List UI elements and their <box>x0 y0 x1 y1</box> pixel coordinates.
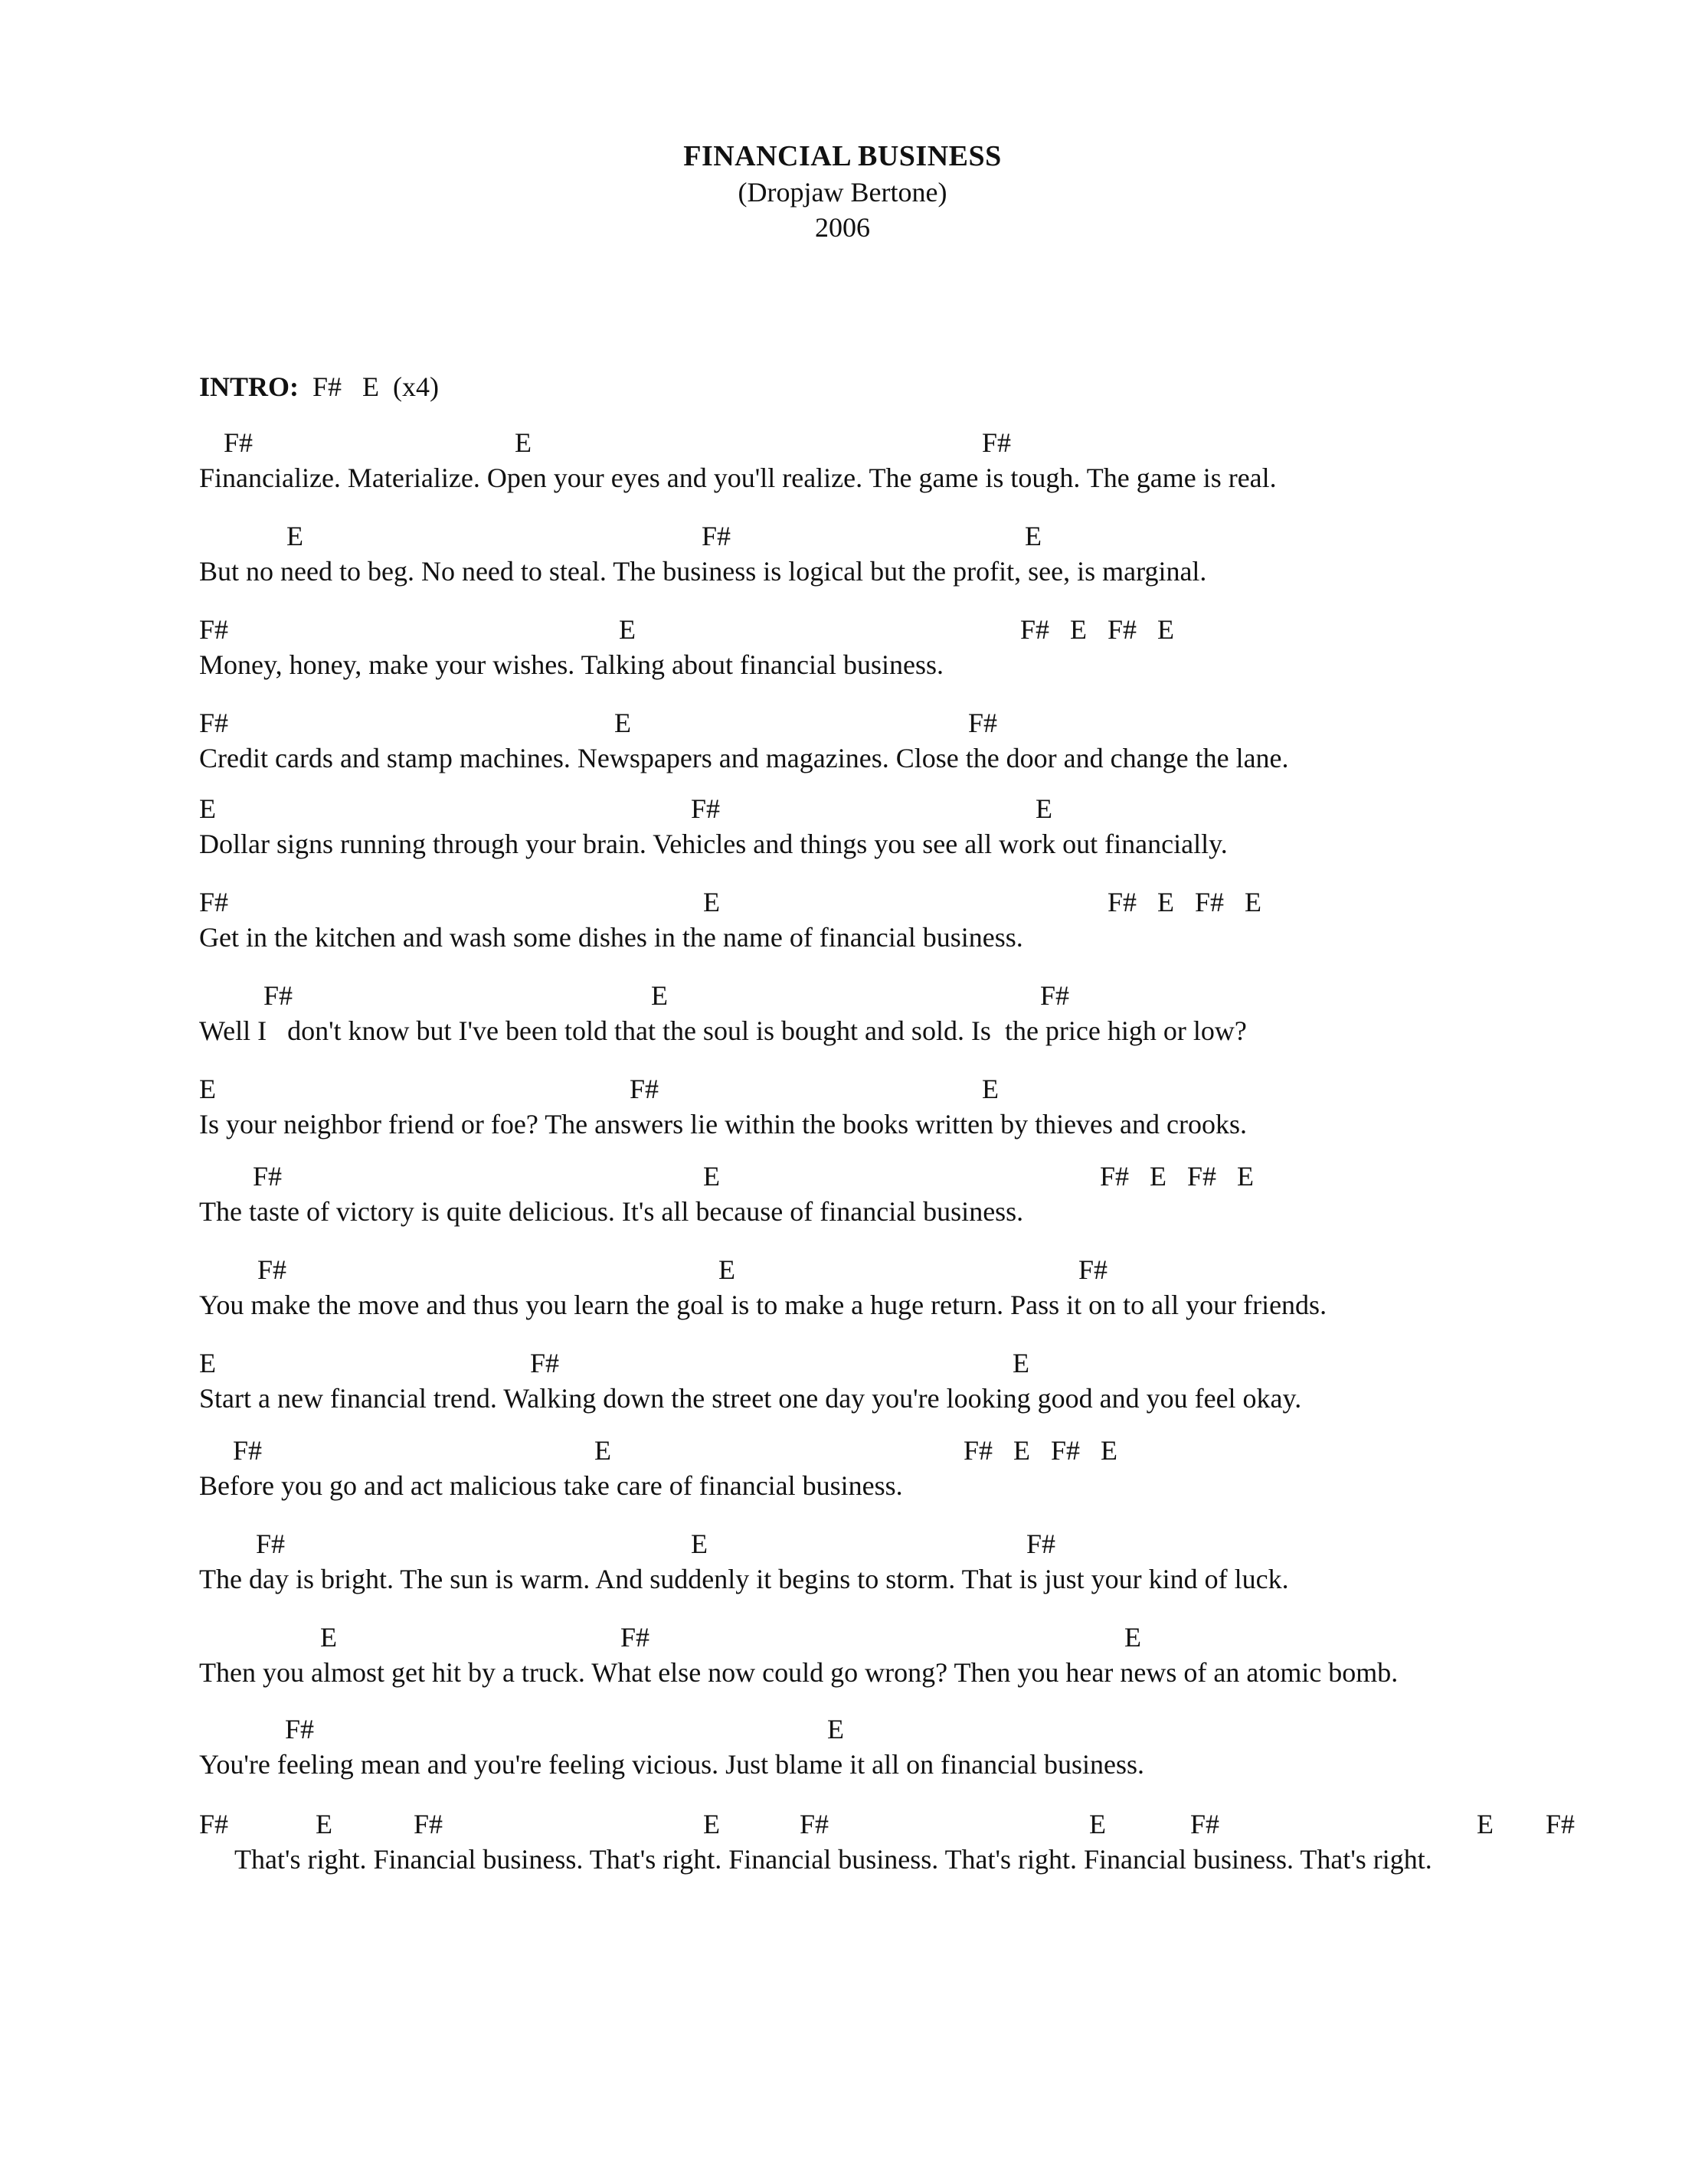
chord: F# <box>253 1161 283 1192</box>
chord: F# <box>199 614 229 645</box>
chord: E <box>1036 793 1052 824</box>
chord: F# <box>620 1622 650 1653</box>
chord: E <box>718 1254 735 1285</box>
chord: F# <box>968 708 998 738</box>
chord: E <box>316 1809 332 1839</box>
lyric-line: You make the move and thus you learn the goal is to make a huge return. Pass it on to all your friends. <box>199 1290 1327 1320</box>
song-artist: (Dropjaw Bertone) <box>738 177 947 208</box>
chord: F# <box>530 1348 560 1378</box>
chord: F# <box>199 1809 229 1839</box>
chord: E <box>1025 521 1042 551</box>
chord: F# <box>1546 1809 1575 1839</box>
chord: F# <box>1078 1254 1108 1285</box>
chord: F# <box>800 1809 829 1839</box>
lyric-line: Credit cards and stamp machines. Newspapers and magazines. Close the door and change the lane. <box>199 743 1289 773</box>
chord: E <box>594 1435 611 1466</box>
chord: E <box>199 1074 216 1104</box>
intro-label: INTRO: <box>199 371 299 402</box>
intro-chords: F# E (x4) <box>312 371 440 402</box>
chord: F# E F# E <box>1100 1161 1255 1192</box>
chord: E <box>703 887 720 917</box>
chord: F# <box>199 887 229 917</box>
chord: F# <box>256 1528 286 1559</box>
chord: F# <box>233 1435 263 1466</box>
lyric-line: Financialize. Materialize. Open your eyes and you'll realize. The game is tough. The game is real. <box>199 463 1277 493</box>
chord: E <box>1124 1622 1141 1653</box>
song-year: 2006 <box>815 212 870 243</box>
chord: E <box>320 1622 337 1653</box>
chord: E <box>1477 1809 1494 1839</box>
chord: F# <box>414 1809 443 1839</box>
chord: F# <box>263 980 293 1011</box>
lyric-line: The taste of victory is quite delicious. It's all because of financial business. <box>199 1196 1024 1227</box>
chord: F# <box>224 427 254 458</box>
song-header <box>0 138 1685 245</box>
lyric-line: Money, honey, make your wishes. Talking about financial business. <box>199 649 944 680</box>
chord: E <box>691 1528 708 1559</box>
lyric-line: The day is bright. The sun is warm. And suddenly it begins to storm. That is just your kind of luck. <box>199 1564 1289 1594</box>
intro-line <box>199 369 439 404</box>
chord: F# <box>257 1254 287 1285</box>
chord: E <box>703 1161 720 1192</box>
chord: E <box>1089 1809 1106 1839</box>
lyric-line: But no need to beg. No need to steal. The business is logical but the profit, see, is marginal. <box>199 556 1207 587</box>
chord: E <box>982 1074 999 1104</box>
lyric-line: Well I don't know but I've been told that the soul is bought and sold. Is the price high or low? <box>199 1015 1247 1046</box>
chord: E <box>703 1809 720 1839</box>
lyric-line: Start a new financial trend. Walking down the street one day you're looking good and you feel okay. <box>199 1383 1302 1414</box>
chord: F# <box>630 1074 659 1104</box>
chord: F# E F# E <box>1108 887 1262 917</box>
chord: F# <box>199 708 229 738</box>
chord: E <box>286 521 303 551</box>
chord: F# E F# E <box>1020 614 1175 645</box>
lyric-line: Dollar signs running through your brain. Vehicles and things you see all work out financially. <box>199 829 1228 859</box>
chord: F# <box>702 521 731 551</box>
chord: E <box>199 793 216 824</box>
lyric-line: Then you almost get hit by a truck. What else now could go wrong? Then you hear news of an atomic bomb. <box>199 1657 1399 1688</box>
lyric-line: Is your neighbor friend or foe? The answers lie within the books written by thieves and crooks. <box>199 1109 1247 1139</box>
chord: F# <box>982 427 1012 458</box>
lyric-line: You're feeling mean and you're feeling vicious. Just blame it all on financial business. <box>199 1749 1145 1780</box>
chord: F# <box>1026 1528 1056 1559</box>
chord: E <box>1013 1348 1029 1378</box>
song-title: FINANCIAL BUSINESS <box>683 140 1002 172</box>
lyric-line: Get in the kitchen and wash some dishes in the name of financial business. <box>199 922 1023 953</box>
chord: E <box>199 1348 216 1378</box>
chord: F# E F# E <box>964 1435 1118 1466</box>
chord: E <box>651 980 668 1011</box>
chord: F# <box>1190 1809 1220 1839</box>
chord: E <box>827 1714 844 1744</box>
lyric-line: Before you go and act malicious take care of financial business. <box>199 1470 903 1501</box>
chord: F# <box>285 1714 315 1744</box>
chord: F# <box>1040 980 1070 1011</box>
chord: F# <box>691 793 721 824</box>
chord: E <box>515 427 532 458</box>
chord: E <box>614 708 631 738</box>
chord: E <box>619 614 636 645</box>
lyric-line: That's right. Financial business. That's right. Financial business. That's right. Financial business. That's right. <box>234 1844 1432 1875</box>
